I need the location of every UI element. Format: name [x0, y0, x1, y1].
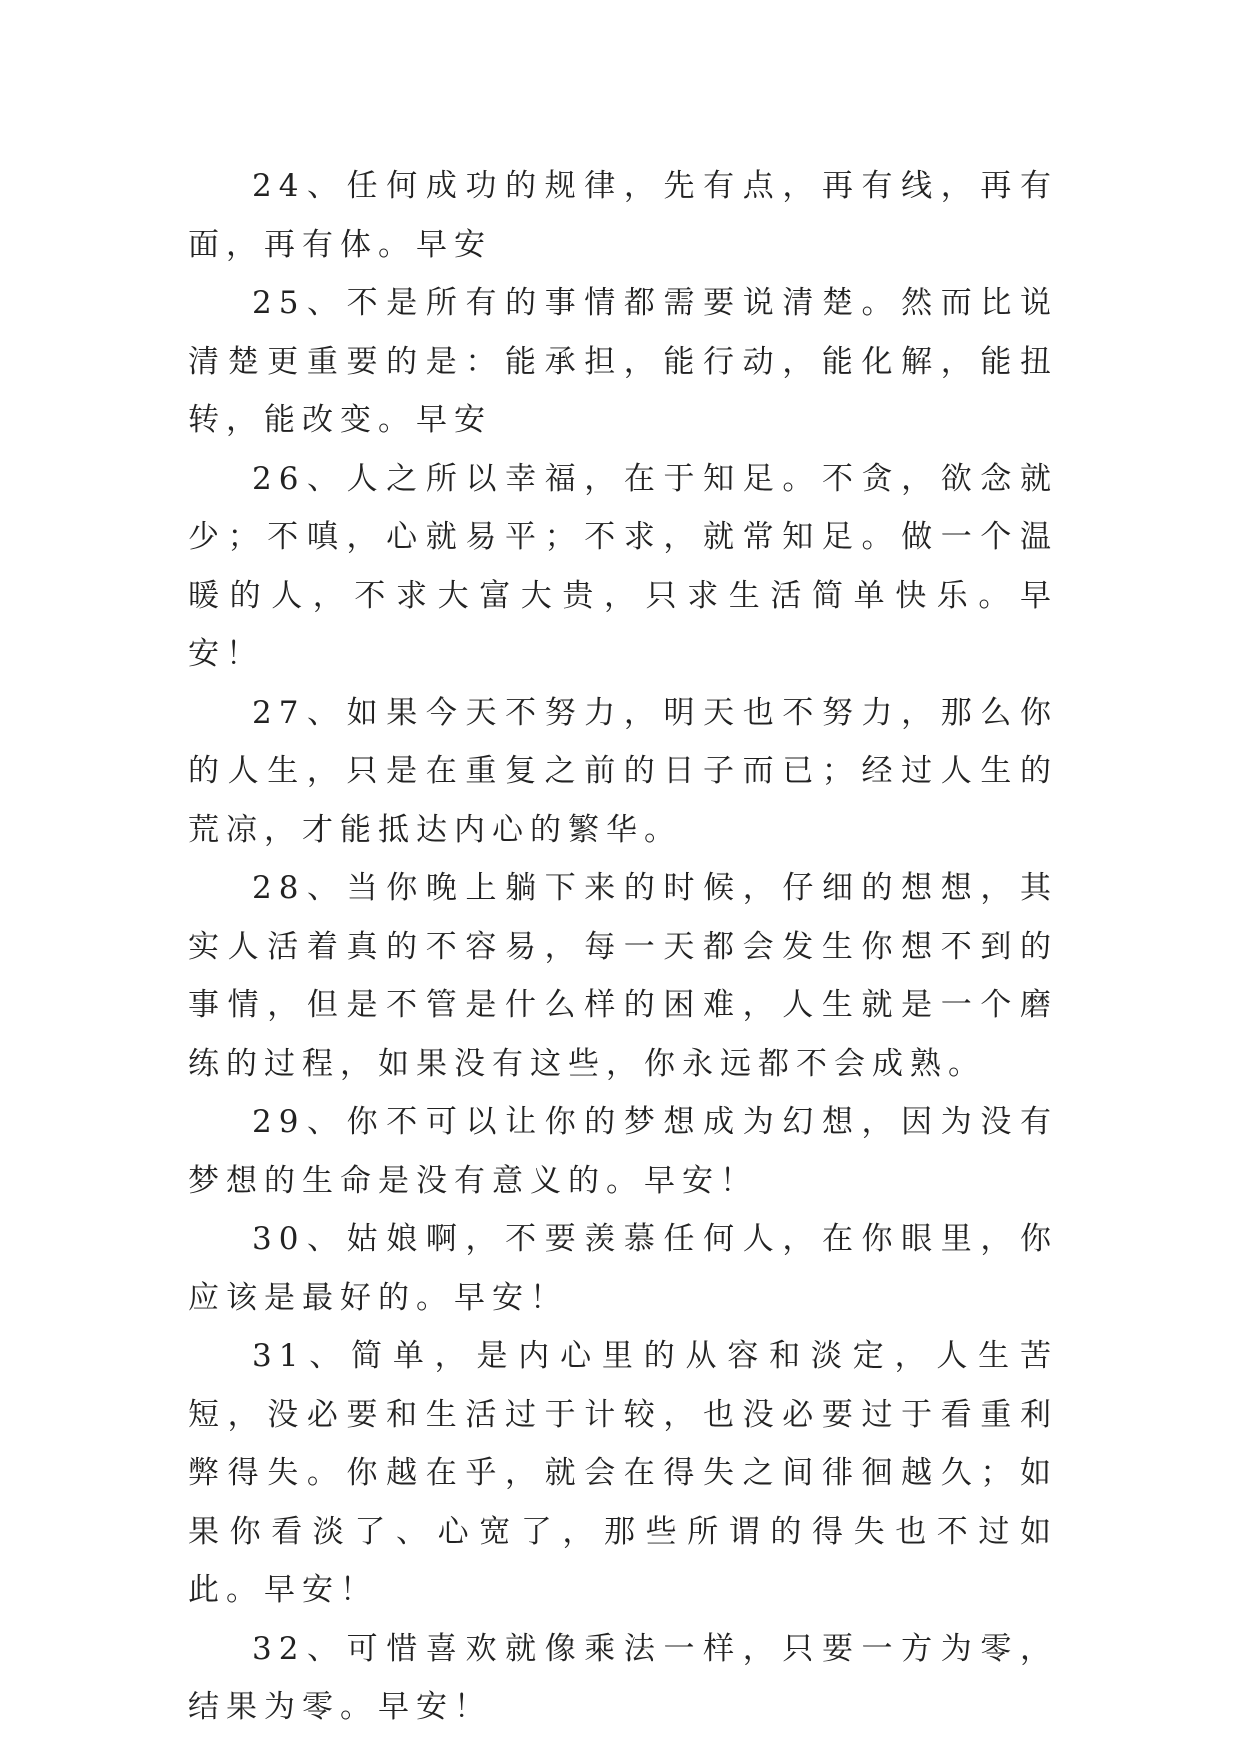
paragraph-31: 31、简单，是内心里的从容和淡定，人生苦短，没必要和生活过于计较，也没必要过于看重利弊得失。你越在乎，就会在得失之间徘徊越久；如果你看淡了、心宽了，那些所谓的得失也不过如此。早安！	[188, 1338, 1058, 1608]
paragraph-24: 24、任何成功的规律，先有点，再有线，再有面，再有体。早安	[188, 168, 1058, 263]
paragraph-28: 28、当你晚上躺下来的时候，仔细的想想，其实人活着真的不容易，每一天都会发生你想不到的事情，但是不管是什么样的困难，人生就是一个磨练的过程，如果没有这些，你永远都不会成熟。	[188, 870, 1058, 1082]
paragraph-26: 26、人之所以幸福，在于知足。不贪，欲念就少；不嗔，心就易平；不求，就常知足。做一个温暖的人，不求大富大贵，只求生活简单快乐。早安！	[188, 460, 1058, 672]
paragraph-30: 30、姑娘啊，不要羡慕任何人，在你眼里，你应该是最好的。早安！	[188, 1221, 1058, 1316]
paragraph-27: 27、如果今天不努力，明天也不努力，那么你的人生，只是在重复之前的日子而已；经过人生的荒凉，才能抵达内心的繁华。	[188, 694, 1058, 848]
document-body	[188, 157, 1058, 1737]
paragraph-32: 32、可惜喜欢就像乘法一样，只要一方为零，结果为零。早安！	[188, 1630, 1058, 1725]
paragraph-29: 29、你不可以让你的梦想成为幻想，因为没有梦想的生命是没有意义的。早安！	[188, 1104, 1058, 1199]
paragraph-25: 25、不是所有的事情都需要说清楚。然而比说清楚更重要的是：能承担，能行动，能化解，能扭转，能改变。早安	[188, 285, 1058, 438]
